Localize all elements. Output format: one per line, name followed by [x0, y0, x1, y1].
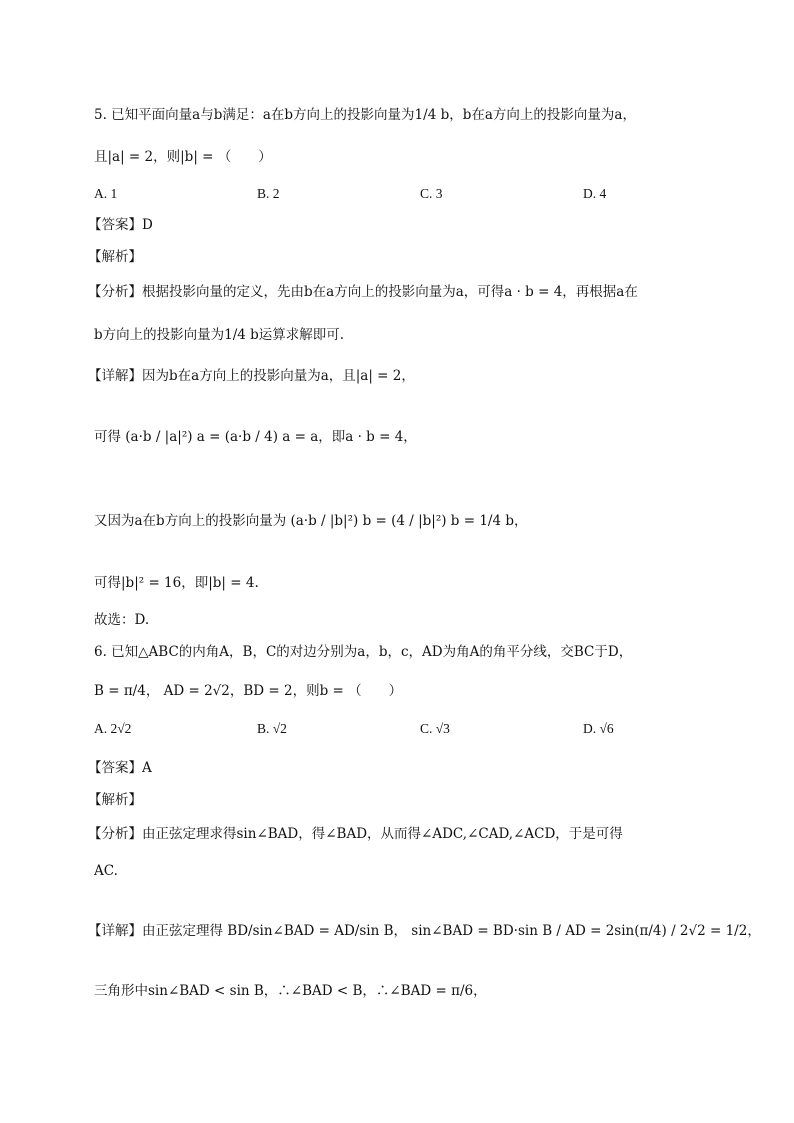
q6-answer: 【答案】A [88, 760, 152, 776]
q5-xiangjie-line1: 【详解】因为b在a方向上的投影向量为a，且|a| = 2， [88, 368, 415, 384]
q6-fenxi-line2: AC. [94, 863, 118, 879]
q5-xiangjie-line3: 又因为a在b方向上的投影向量为 (a·b / |b|²) b = (4 / |b|²) b = 1/4 b， [94, 513, 528, 529]
q6-stem-line2: B = π/4， AD = 2√2，BD = 2，则b = （ ） [94, 683, 403, 699]
q6-option-b: B. √2 [257, 721, 287, 736]
q5-xiangjie-line4: 可得|b|² = 16，即|b| = 4. [94, 575, 259, 591]
q5-fenxi-line2: b方向上的投影向量为1/4 b运算求解即可. [94, 327, 345, 343]
q5-xiangjie-line2: 可得 (a·b / |a|²) a = (a·b / 4) a = a，即a · b = 4， [94, 429, 417, 445]
q5-option-a: A. 1 [94, 186, 118, 201]
q5-answer: 【答案】D [88, 217, 153, 233]
q6-option-d: D. √6 [583, 721, 614, 736]
q5-option-d: D. 4 [583, 186, 607, 201]
q6-fenxi-line1: 【分析】由正弦定理求得sin∠BAD，得∠BAD，从而得∠ADC,∠CAD,∠ACD，于是可得 [88, 826, 623, 842]
q5-fenxi-line1: 【分析】根据投影向量的定义，先由b在a方向上的投影向量为a，可得a · b = 4，再根据a在 [88, 284, 638, 300]
q6-option-c: C. √3 [420, 721, 450, 736]
q6-xiangjie-line1: 【详解】由正弦定理得 BD/sin∠BAD = AD/sin B， sin∠BAD = BD·sin B / AD = 2sin(π/4) / 2√2 = 1/2， [88, 923, 761, 939]
q5-option-b: B. 2 [257, 186, 280, 201]
q5-analysis-heading: 【解析】 [88, 249, 142, 265]
q5-stem-line1: 5. 已知平面向量a与b满足：a在b方向上的投影向量为1/4 b，b在a方向上的投影向量为a， [94, 107, 636, 123]
q6-option-a: A. 2√2 [94, 721, 132, 736]
q5-stem-line2: 且|a| = 2，则|b| = （ ） [94, 149, 272, 165]
q6-stem-line1: 6. 已知△ABC的内角A，B，C的对边分别为a，b，c，AD为角A的角平分线，交BC于D， [94, 644, 633, 660]
q5-conclusion: 故选：D. [94, 612, 150, 628]
q5-option-c: C. 3 [420, 186, 443, 201]
q6-analysis-heading: 【解析】 [88, 792, 142, 808]
q6-xiangjie-line2: 三角形中sin∠BAD < sin B，∴∠BAD < B，∴∠BAD = π/6， [94, 983, 487, 999]
